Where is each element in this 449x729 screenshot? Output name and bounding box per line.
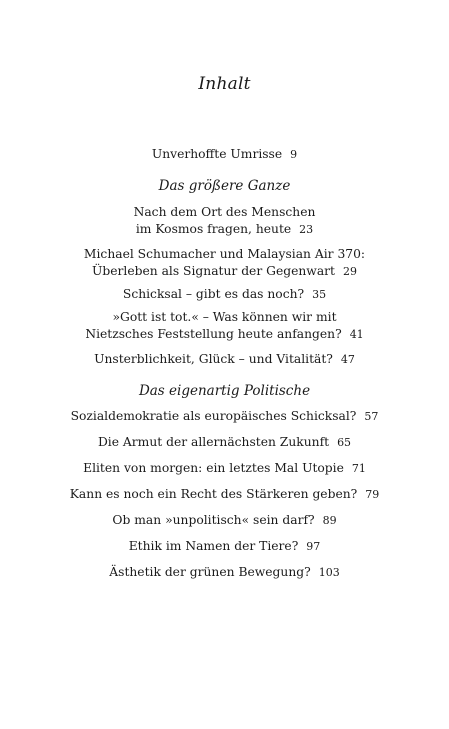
- toc-entry-title: Nach dem Ort des Menschen: [133, 205, 316, 219]
- toc-entry: [0, 512, 449, 529]
- page-title: Inhalt: [198, 74, 251, 94]
- toc-entry-title: Ethik im Namen der Tiere?: [128, 539, 299, 553]
- toc-entry-page: 35: [312, 288, 327, 301]
- toc-entry: [0, 204, 449, 238]
- toc-entry-title: Überleben als Signatur der Gegenwart: [92, 264, 335, 278]
- toc-entry: [0, 434, 449, 451]
- toc-entry-title: Die Armut der allernächsten Zukunft: [97, 435, 330, 449]
- toc-entry-page: 41: [349, 328, 364, 341]
- toc-entry: [0, 408, 449, 425]
- toc-entry: [0, 564, 449, 581]
- toc-entry-page: 9: [290, 148, 298, 161]
- toc-entry-page: 47: [340, 353, 355, 366]
- toc-entry-title: Kann es noch ein Recht des Stärkeren geben?: [69, 487, 358, 501]
- toc-entry: [0, 309, 449, 343]
- toc-entry-title: Schicksal – gibt es das noch?: [122, 287, 305, 301]
- toc-entry-page: 79: [365, 488, 380, 501]
- toc-entry: [0, 246, 449, 280]
- toc-entry-title: »Gott ist tot.« – Was können wir mit: [112, 310, 337, 324]
- toc-entry-page: 97: [306, 540, 321, 553]
- toc-entry-title: Sozialdemokratie als europäisches Schicksal?: [70, 409, 357, 423]
- toc-entry-page: 57: [364, 410, 379, 423]
- toc-entry: [0, 146, 449, 163]
- toc-entry-page: 71: [351, 462, 366, 475]
- toc-entry-page: 103: [318, 566, 340, 579]
- toc-entry-page: 89: [322, 514, 337, 527]
- toc-entry-page: 29: [342, 265, 357, 278]
- toc-entry-title: Ob man »unpolitisch« sein darf?: [112, 513, 315, 527]
- toc-entry: [0, 486, 449, 503]
- toc-entry-page: 65: [337, 436, 352, 449]
- toc-entry: [0, 351, 449, 368]
- toc-entry-title: Nietzsches Feststellung heute anfangen?: [85, 327, 342, 341]
- toc-entry-title: im Kosmos fragen, heute: [135, 222, 292, 236]
- section-heading: Das größere Ganze: [158, 178, 291, 194]
- toc-entry-title: Unverhoffte Umrisse: [151, 147, 283, 161]
- toc-entry-title: Unsterblichkeit, Glück – und Vitalität?: [94, 352, 333, 366]
- toc-entry-title: Michael Schumacher und Malaysian Air 370:: [83, 247, 366, 261]
- toc-entry-title: Ästhetik der grünen Bewegung?: [109, 565, 311, 579]
- toc-entry: [0, 460, 449, 477]
- toc-entry-title: Eliten von morgen: ein letztes Mal Utopie: [83, 461, 344, 475]
- toc-entry: [0, 286, 449, 303]
- toc-entry-page: 23: [299, 223, 314, 236]
- toc-entry: [0, 538, 449, 555]
- section-heading: Das eigenartig Politische: [138, 383, 311, 399]
